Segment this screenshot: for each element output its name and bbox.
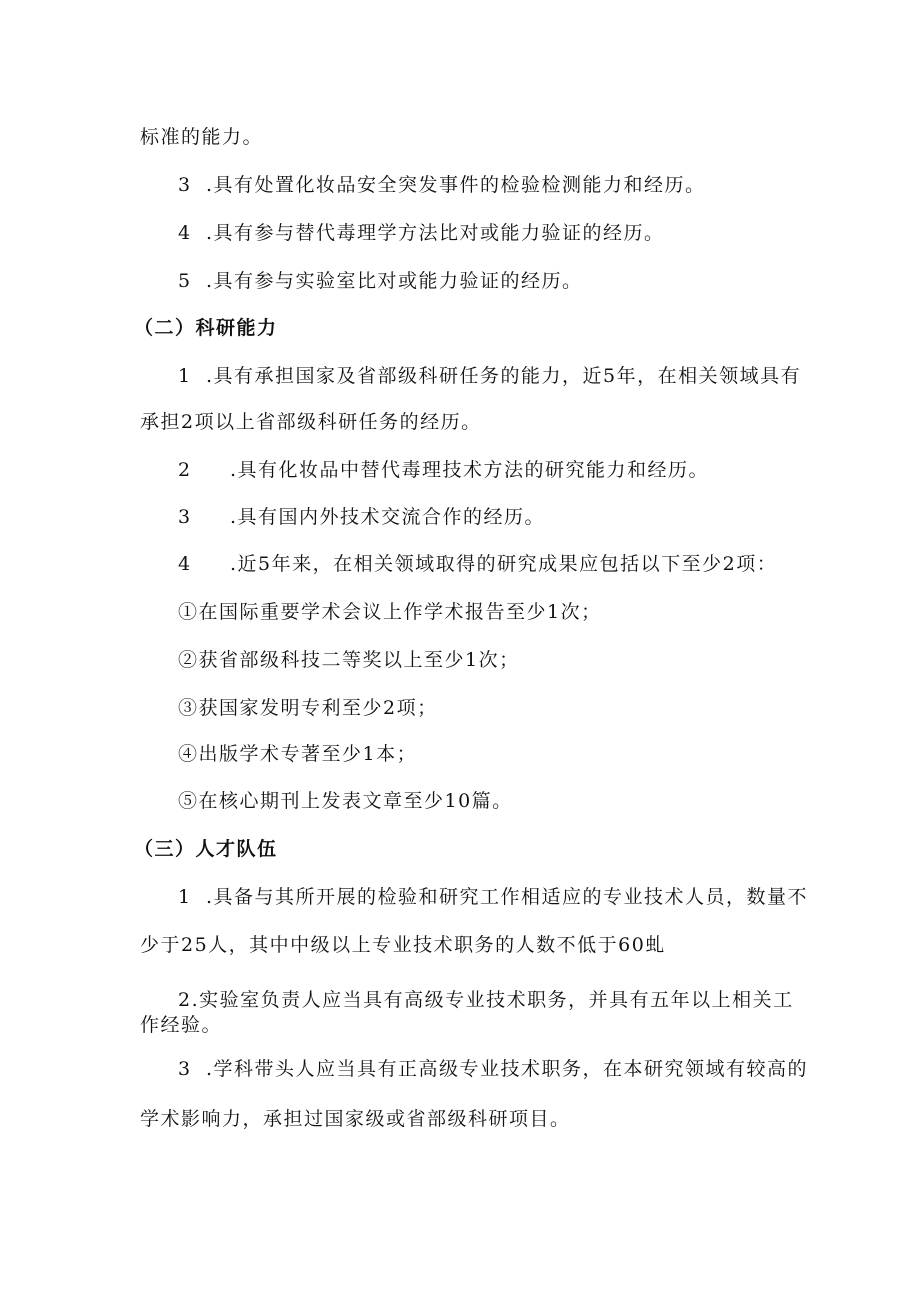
- section-heading: （三）人才队伍: [134, 838, 278, 860]
- list-item: 4 .具有参与替代毒理学方法比对或能力验证的经历。: [178, 222, 665, 244]
- section-heading: （二）科研能力: [134, 317, 278, 339]
- list-item: 3 .具有处置化妆品安全突发事件的检验检测能力和经历。: [178, 174, 706, 196]
- list-item: 3 .具有国内外技术交流合作的经历。: [178, 506, 546, 528]
- list-item: 5 .具有参与实验室比对或能力验证的经历。: [178, 270, 583, 292]
- sub-list-item: ④出版学术专著至少1本；: [178, 743, 418, 765]
- paragraph-line: 作经验。: [140, 1014, 223, 1036]
- sub-list-item: ⑤在核心期刊上发表文章至少10篇。: [178, 790, 513, 812]
- paragraph-line: 标准的能力。: [140, 126, 264, 148]
- list-item: 2.实验室负责人应当具有高级专业技术职务，并具有五年以上相关工: [178, 989, 794, 1011]
- paragraph-line: 承担2项以上省部级科研任务的经历。: [140, 411, 482, 433]
- list-item: 2 .具有化妆品中替代毒理技术方法的研究能力和经历。: [178, 459, 710, 481]
- paragraph-line: 少于25人，其中中级以上专业技术职务的人数不低于60虬: [140, 934, 666, 956]
- list-item: 3 .学科带头人应当具有正高级专业技术职务，在本研究领域有较高的: [178, 1058, 809, 1080]
- list-item: 4 .近5年来，在相关领域取得的研究成果应包括以下至少2项：: [178, 553, 778, 575]
- list-item: 1 .具有承担国家及省部级科研任务的能力，近5年，在相关领域具有: [178, 365, 802, 387]
- paragraph-line: 学术影响力，承担过国家级或省部级科研项目。: [140, 1108, 571, 1130]
- sub-list-item: ③获国家发明专利至少2项；: [178, 697, 438, 719]
- sub-list-item: ②获省部级科技二等奖以上至少1次；: [178, 649, 520, 671]
- list-item: 1 .具备与其所开展的检验和研究工作相适应的专业技术人员，数量不: [178, 886, 809, 908]
- sub-list-item: ①在国际重要学术会议上作学术报告至少1次；: [178, 601, 602, 623]
